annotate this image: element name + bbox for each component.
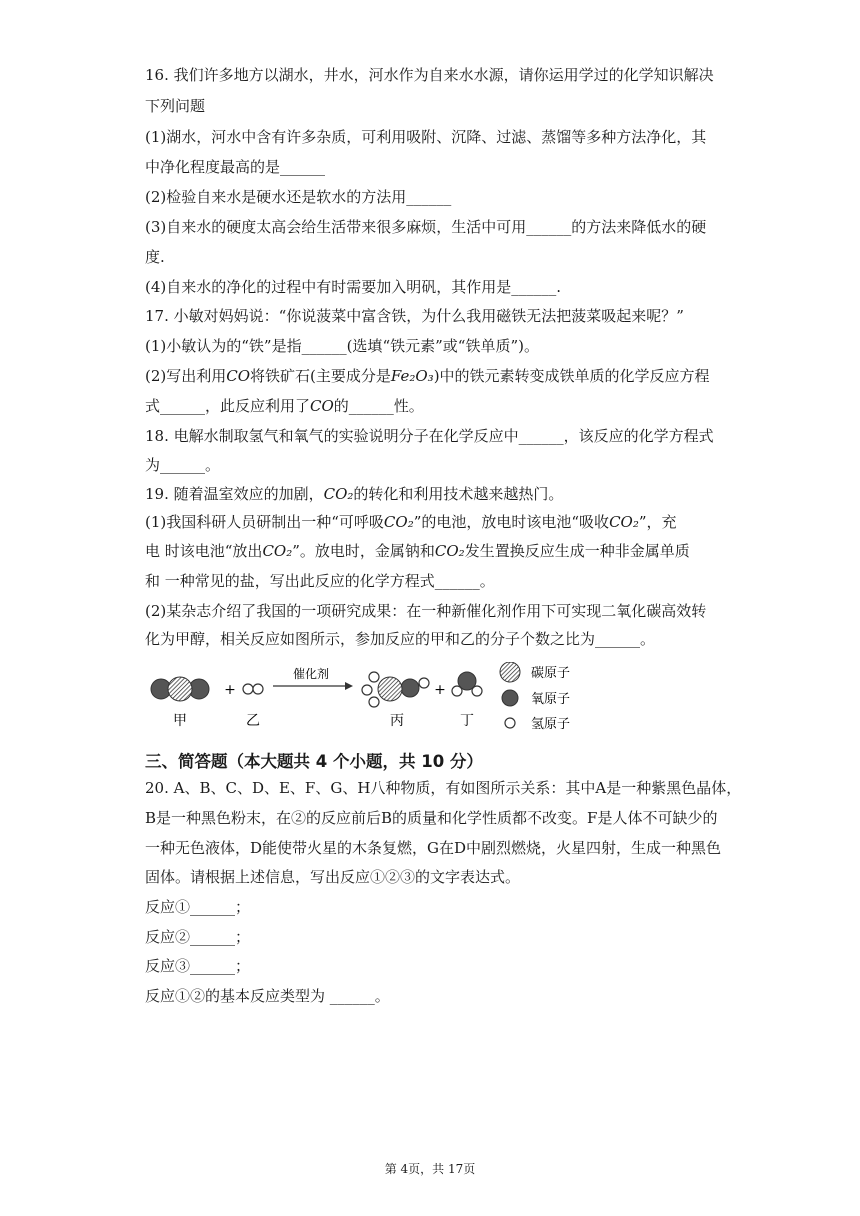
- text-segment: 19. 随着温室效应的加剧，: [145, 485, 324, 503]
- legend-carbon-label: 碳原子: [531, 666, 571, 681]
- text-segment: 发生置换反应生成一种非金属单质: [464, 542, 690, 560]
- catalyst-label: 催化剂: [292, 667, 330, 681]
- q16-line-2: 下列问题: [145, 97, 206, 115]
- text-segment: 的______性。: [333, 397, 424, 415]
- q16-line-5: (2)检验自来水是硬水还是软水的方法用______: [145, 188, 452, 206]
- text-segment: (1)我国科研人员研制出一种“可呼吸: [145, 513, 384, 531]
- text-segment: 电 时该电池“放出: [145, 542, 263, 560]
- text-segment: (2)写出利用: [145, 367, 227, 385]
- label-jia: 甲: [173, 713, 187, 729]
- formula-co2: CO₂: [434, 542, 465, 560]
- formula-co: CO: [310, 397, 334, 415]
- formula-co2: CO₂: [323, 485, 354, 503]
- text-segment: )中的铁元素转变成铁单质的化学反应方程: [433, 367, 710, 385]
- legend-oxygen-swatch: [502, 690, 518, 706]
- q16-line-3: (1)湖水，河水中含有许多杂质，可利用吸附、沉降、过滤、蒸馏等多种方法净化，其: [145, 128, 707, 146]
- text-segment: 的转化和利用技术越来越热门。: [353, 485, 564, 503]
- q19-line-6: 化为甲醇，相关反应如图所示，参加反应的甲和乙的分子个数之比为______。: [145, 630, 656, 648]
- formula-co2: CO₂: [609, 513, 639, 531]
- q20-line-6: 反应②______；: [145, 928, 251, 946]
- reaction-diagram: [145, 662, 600, 738]
- q17-line-1: 17. 小敏对妈妈说：“你说菠菜中富含铁，为什么我用磁铁无法把菠菜吸起来呢？”: [145, 307, 684, 325]
- formula-co2: CO₂: [383, 513, 414, 531]
- molecule-h2: [243, 684, 263, 694]
- label-bing: 丙: [390, 713, 404, 729]
- molecule-co2: [151, 677, 209, 701]
- text-segment: 将铁矿石(主要成分是: [250, 367, 391, 385]
- page-footer: 第 4页，共 17页: [384, 1162, 476, 1176]
- section-heading: 三、简答题（本大题共 4 个小题，共 10 分）: [145, 752, 483, 771]
- formula-co2: CO₂: [262, 542, 293, 560]
- q16-line-6: (3)自来水的硬度太高会给生活带来很多麻烦，生活中可用______的方法来降低水的硬: [145, 218, 707, 236]
- legend: [500, 662, 570, 732]
- q19-line-2: [145, 512, 677, 532]
- q16-line-7: 度.: [145, 248, 165, 266]
- molecule-ch3oh: [362, 672, 429, 707]
- legend-carbon-swatch: [500, 662, 520, 682]
- text-segment: 式______，此反应利用了: [145, 397, 311, 415]
- q20-line-8: 反应①②的基本反应类型为 ______。: [145, 987, 390, 1005]
- q17-line-3: [145, 366, 710, 386]
- q20-line-1: 20. A、B、C、D、E、F、G、H八种物质，有如图所示关系：其中A是一种紫黑色晶体，: [145, 779, 742, 797]
- legend-oxygen-label: 氧原子: [531, 692, 571, 707]
- q19-line-5: (2)某杂志介绍了我国的一项研究成果：在一种新催化剂作用下可实现二氧化碳高效转: [145, 602, 707, 620]
- text-segment: ”。放电时，金属钠和: [292, 542, 435, 560]
- q18-line-1: 18. 电解水制取氢气和氧气的实验说明分子在化学反应中______，该反应的化学方程式: [145, 427, 714, 445]
- q19-line-3: [145, 541, 690, 561]
- q20-line-3: 一种无色液体，D能使带火星的木条复燃，G在D中剧烈燃烧，火星四射，生成一种黑色: [145, 839, 722, 857]
- label-yi: 乙: [246, 713, 260, 729]
- q16-line-4: 中净化程度最高的是______: [145, 158, 326, 176]
- q20-line-4: 固体。请根据上述信息，写出反应①②③的文字表达式。: [145, 868, 521, 886]
- q17-line-4: [145, 396, 424, 416]
- legend-hydrogen-label: 氢原子: [531, 717, 571, 732]
- label-ding: 丁: [460, 713, 474, 729]
- q19-line-1: [145, 484, 563, 504]
- text-segment: ”的电池，放电时该电池“吸收: [413, 513, 610, 531]
- q20-line-2: B是一种黑色粉末，在②的反应前后B的质量和化学性质都不改变。F是人体不可缺少的: [145, 809, 718, 827]
- plus-sign: +: [224, 682, 236, 698]
- arrow-head: [345, 682, 353, 690]
- q19-line-4: 和 一种常见的盐，写出此反应的化学方程式______。: [145, 572, 495, 590]
- legend-hydrogen-swatch: [505, 718, 515, 728]
- q16-line-8: (4)自来水的净化的过程中有时需要加入明矾，其作用是______.: [145, 278, 562, 296]
- q16-line-1: 16. 我们许多地方以湖水，井水，河水作为自来水水源，请你运用学过的化学知识解决: [145, 66, 714, 84]
- q20-line-7: 反应③______；: [145, 957, 251, 975]
- q18-line-2: 为______。: [145, 456, 221, 474]
- molecule-h2o: [452, 672, 482, 696]
- q20-line-5: 反应①______；: [145, 898, 251, 916]
- plus-sign: +: [434, 682, 446, 698]
- q17-line-2: (1)小敏认为的“铁”是指______(选填“铁元素”或“铁单质”)。: [145, 337, 539, 355]
- formula-fe2o3: Fe₂O₃: [390, 367, 434, 385]
- text-segment: ”，充: [638, 513, 677, 531]
- formula-co: CO: [226, 367, 251, 385]
